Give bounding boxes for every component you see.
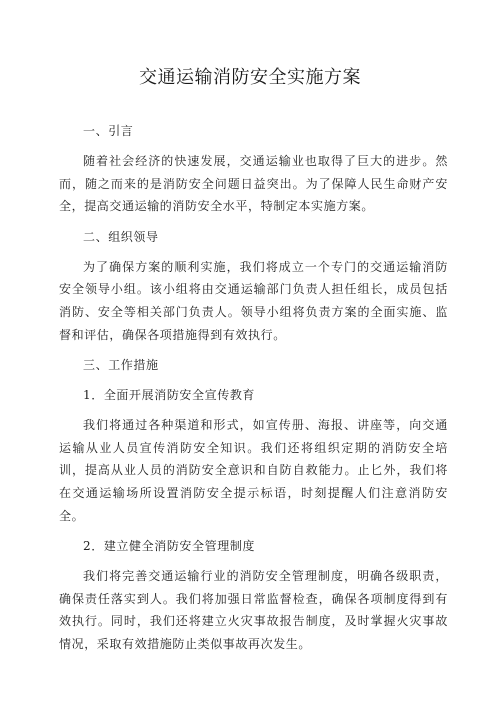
subsection-heading-measure-2: 2．建立健全消防安全管理制度 [83, 539, 256, 554]
document-title: 交通运输消防安全实施方案 [139, 67, 361, 88]
subsection-heading-measure-1: 1．全面开展消防安全宣传教育 [83, 388, 256, 403]
section-heading-measures: 三、工作措施 [83, 358, 159, 373]
paragraph-intro: 随着社会经济的快速发展，交通运输业也取得了巨大的进步。然而，随之而来的是消防安全问题日益突出。为了保障人民生命财产安全，提高交通运输的消防安全水平，特制定本实施方案。 [59, 154, 448, 214]
paragraph-measure-1: 我们将通过各种渠道和形式，如宣传册、海报、讲座等，向交通运输从业人员宣传消防安全知识。我们还将组织定期的消防安全培训，提高从业人员的消防安全意识和自防自救能力。止匕外，我们将在交通运输场所设置消防安全提示标语，时刻提醒人们注意消防安全。 [59, 418, 448, 523]
section-heading-organization: 二、组织领导 [83, 229, 159, 244]
paragraph-organization: 为了确保方案的顺利实施，我们将成立一个专门的交通运输消防安全领导小组。该小组将由交通运输部门负责人担任组长，成员包括消防、安全等相关部门负责人。领导小组将负责方案的全面实施、监督和评估，确保各项措施得到有效执行。 [59, 259, 448, 342]
document-body [59, 120, 448, 664]
section-heading-intro: 一、引言 [83, 124, 134, 138]
paragraph-measure-2: 我们将完善交通运输行业的消防安全管理制度，明确各级职责，确保责任落实到人。我们将加强日常监督检查，确保各项制度得到有效执行。同时，我们还将建立火灾事故报告制度，及时掌握火灾事故情况，采取有效措施防止类似事故再次发生。 [59, 569, 448, 651]
